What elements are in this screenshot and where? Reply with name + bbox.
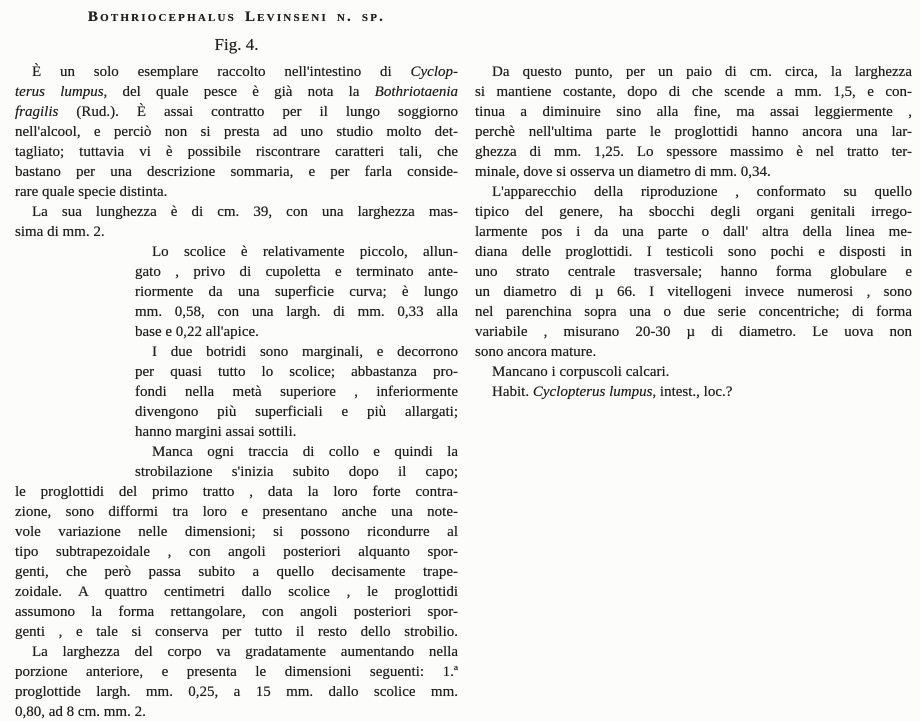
- text-segment: proglottide largh. mm. 0,25, a 15 mm. dallo scolice mm.: [15, 684, 458, 700]
- text-segment: larmente pos i da una parte o dall' altra della linea me-: [475, 224, 912, 240]
- text-line: [135, 442, 458, 462]
- text-line: [15, 662, 458, 682]
- text-segment: sono ancora mature.: [475, 344, 597, 360]
- text-line: [15, 562, 458, 582]
- text-segment: divengono più superficiali e più allargati;: [135, 404, 458, 420]
- text-segment: sima di mm. 2.: [15, 224, 105, 240]
- text-line: [135, 322, 458, 342]
- text-line: [15, 222, 458, 242]
- text-line: [475, 122, 912, 142]
- text-segment: (Rud.). È assai contratto per il lungo soggiorno: [58, 104, 458, 120]
- text-segment: perchè nell'ultima parte le proglottidi hanno ancora una lar-: [475, 124, 912, 140]
- text-line: [15, 162, 458, 182]
- text-segment: tagliato; tuttavia vi è possibile riscontrare caratteri tali, che: [15, 144, 458, 160]
- text-line: [135, 422, 458, 442]
- text-line: [135, 302, 458, 322]
- text-line: [15, 602, 458, 622]
- text-line: [475, 282, 912, 302]
- text-segment: tipico del genere, ha sbocchi degli organi genitali irrego-: [475, 204, 912, 220]
- text-line: [475, 322, 912, 342]
- text-segment: L'apparecchio della riproduzione , conformato su quello: [492, 184, 912, 200]
- text-line: [475, 182, 912, 202]
- text-segment: un diametro di µ 66. I vitellogeni invece numerosi , sono: [475, 284, 912, 300]
- text-line: [475, 222, 912, 242]
- text-line: [475, 362, 912, 382]
- text-block-right: [475, 62, 912, 402]
- text-line: [475, 382, 912, 402]
- text-segment: nell'alcool, e perciò non si presta ad uno studio molto det-: [15, 124, 458, 140]
- text-segment: riormente da una superficie curva; è lungo: [135, 284, 458, 300]
- species-name-italic: Bothriotaenia: [374, 84, 458, 100]
- text-line: [475, 142, 912, 162]
- text-segment: La sua lunghezza è di cm. 39, con una larghezza mas-: [32, 204, 458, 220]
- text-segment: fondi nella metà superiore , inferiormente: [135, 384, 458, 400]
- text-segment: strobilazione s'inizia subito dopo il capo;: [135, 464, 458, 480]
- text-segment: rare quale specie distinta.: [15, 184, 168, 200]
- species-name-italic: terus lumpus: [15, 84, 104, 100]
- text-line: [15, 202, 458, 222]
- text-line: [475, 162, 912, 182]
- text-line: [475, 342, 912, 362]
- text-segment: ghezza di mm. 1,25. Lo spessore massimo è nel tratto ter-: [475, 144, 912, 160]
- text-line: [475, 62, 912, 82]
- species-name-italic: Cyclop-: [410, 64, 458, 80]
- text-segment: base e 0,22 all'apice.: [135, 324, 259, 340]
- text-segment: La larghezza del corpo va gradatamente aumentando nella: [32, 644, 458, 660]
- text-line: [15, 142, 458, 162]
- text-segment: gato , privo di cupoletta e terminato ante-: [135, 264, 458, 280]
- right-column: [475, 62, 912, 402]
- text-segment: zoidale. A quattro centimetri dallo scolice , le proglottidi: [15, 584, 458, 600]
- text-segment: genti , e tale si conserva per tutto il resto dello strobilio.: [15, 624, 458, 640]
- text-line: [15, 622, 458, 642]
- text-segment: tinua a diminuire sino alla fine, ma assai leggiermente ,: [475, 104, 912, 120]
- indented-text-block: [135, 242, 458, 482]
- text-block-intro: [15, 62, 458, 242]
- text-segment: assumono la forma rettangolare, con angoli posteriori spor-: [15, 604, 458, 620]
- text-line: [135, 462, 458, 482]
- text-line: [15, 702, 458, 721]
- text-segment: Manca ogni traccia di collo e quindi la: [152, 444, 458, 460]
- text-segment: Mancano i corpuscoli calcari.: [492, 364, 670, 380]
- text-line: [475, 82, 912, 102]
- text-segment: zione, sono difformi tra loro e presentano anche una note-: [15, 504, 458, 520]
- text-line: [475, 202, 912, 222]
- text-line: [475, 302, 912, 322]
- text-segment: hanno margini assai sottili.: [135, 424, 297, 440]
- text-segment: genti, che però passa subito a quello decisamente trape-: [15, 564, 458, 580]
- text-segment: porzione anteriore, e presenta le dimensioni seguenti: 1.ª: [15, 664, 458, 680]
- text-line: [15, 482, 458, 502]
- text-line: [15, 182, 458, 202]
- text-line: [135, 242, 458, 262]
- text-segment: si mantiene costante, dopo di che scende a mm. 1,5, e con-: [475, 84, 912, 100]
- text-segment: variabile , misurano 20-30 µ di diametro. Le uova non: [475, 324, 912, 340]
- text-segment: diana delle proglottidi. I testicoli sono pochi e disposti in: [475, 244, 912, 260]
- left-column: [15, 62, 458, 721]
- text-line: [135, 282, 458, 302]
- figure-caption: Fig. 4.: [214, 35, 259, 54]
- text-line: [15, 502, 458, 522]
- text-line: [15, 642, 458, 662]
- text-line: [475, 262, 912, 282]
- text-line: [15, 522, 458, 542]
- text-segment: tipo subtrapezoidale , con angoli posteriori alquanto spor-: [15, 544, 458, 560]
- species-name-italic: fragilis: [15, 104, 59, 120]
- text-segment: per quasi tutto lo scolice; abbastanza pro-: [135, 364, 458, 380]
- text-line: [135, 382, 458, 402]
- text-segment: minale, dove si osserva un diametro di mm. 0,34.: [475, 164, 771, 180]
- text-segment: mm. 0,58, con una largh. di mm. 0,33 alla: [135, 304, 458, 320]
- text-segment: 0,80, ad 8 cm. mm. 2.: [15, 704, 146, 720]
- species-name-italic: Cyclopterus lumpus: [532, 384, 653, 400]
- text-segment: le proglottidi del primo tratto , data la loro forte contra-: [15, 484, 458, 500]
- text-segment: bastano per una descrizione sommaria, e per farla conside-: [15, 164, 458, 180]
- text-line: [15, 102, 458, 122]
- text-segment: , del quale pesce è già nota la: [103, 84, 375, 100]
- text-columns: [0, 62, 920, 721]
- text-block-body: [15, 482, 458, 721]
- text-line: [15, 682, 458, 702]
- text-segment: Da questo punto, per un paio di cm. circa, la larghezza: [492, 64, 912, 80]
- text-line: [135, 262, 458, 282]
- text-line: [475, 102, 912, 122]
- text-line: [135, 362, 458, 382]
- text-line: [475, 242, 912, 262]
- text-line: [15, 82, 458, 102]
- text-segment: I due botridi sono marginali, e decorrono: [152, 344, 458, 360]
- paper-title: Bothriocephalus Levinseni n. sp.: [87, 9, 386, 25]
- text-segment: Habit.: [492, 384, 533, 400]
- page-header: [15, 0, 458, 54]
- text-segment: Lo scolice è relativamente piccolo, allun-: [152, 244, 458, 260]
- text-line: [135, 342, 458, 362]
- text-line: [15, 122, 458, 142]
- text-line: [135, 402, 458, 422]
- text-segment: uno strato centrale trasversale; hanno forma globulare e: [475, 264, 912, 280]
- text-segment: È un solo esemplare raccolto nell'intestino di: [32, 64, 411, 80]
- text-segment: , intest., loc.?: [652, 384, 733, 400]
- text-segment: vole variazione nelle dimensioni; si possono ricondurre al: [15, 524, 458, 540]
- text-line: [15, 62, 458, 82]
- text-line: [15, 582, 458, 602]
- text-segment: nel parenchina sopra una o due serie concentriche; di forma: [475, 304, 912, 320]
- text-line: [15, 542, 458, 562]
